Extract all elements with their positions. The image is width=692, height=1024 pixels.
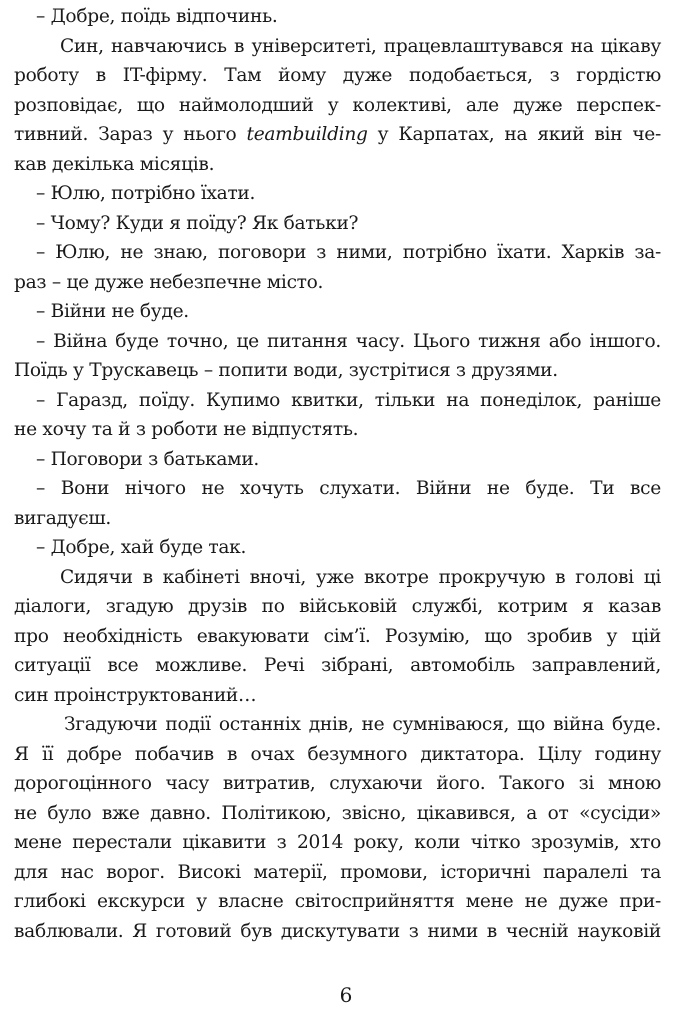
text-line: раз – це дуже небезпечне місто. (14, 271, 324, 293)
text-line: – Добре, поїдь відпочинь. (36, 6, 278, 27)
text-line: не хочу та й з роботи не відпустять. (14, 419, 359, 440)
text-line: Згадуючи події останніх днів, не сумніваюся, що війна буде. (64, 714, 661, 735)
text-line: дорогоцінного часу витратив, слухаючи його. Такого зі мною (14, 773, 661, 794)
text-line: – Вони нічого не хочуть слухати. Війни не буде. Ти все (36, 478, 661, 499)
text-line: роботу в IT-фірму. Там йому дуже подобається, з гордістю (14, 65, 661, 86)
book-page-text (14, 2, 661, 946)
text-line: для нас ворог. Високі матерії, промови, історичні паралелі та (14, 861, 661, 883)
text-line: Поїдь у Трускавець – попити води, зустрітися з друзями. (14, 360, 558, 381)
text-line: син проінструктований… (14, 684, 257, 706)
text-line: мене перестали цікавити з 2014 року, коли чітко зрозумів, хто (14, 832, 661, 853)
text-line: – Поговори з батьками. (36, 448, 260, 470)
page-number: 6 (339, 983, 353, 1007)
text-line: ваблювали. Я готовий був дискутувати з ними в чесній науковій (14, 920, 661, 942)
text-line: – Війни не буде. (36, 301, 189, 322)
text-line: вигадуєш. (14, 507, 111, 529)
text-line: про необхідність евакуювати сім’ї. Розумію, що зробив у цій (14, 625, 661, 647)
text-line: кав декілька місяців. (14, 153, 215, 175)
text-line: – Юлю, не знаю, поговори з ними, потрібно їхати. Харків за- (36, 242, 661, 263)
text-line: – Юлю, потрібно їхати. (36, 183, 256, 204)
text-line: Я її добре побачив в очах безумного диктатора. Цілу годину (14, 743, 661, 765)
text-line: розповідає, що наймолодший у колективі, але дуже перспек- (14, 94, 661, 116)
text-line: тивний. Зараз у нього teambuilding у Карпатах, на який він че- (14, 124, 661, 145)
text-line: не було вже давно. Політикою, звісно, цікавився, а от «сусіди» (14, 802, 661, 824)
text-line: – Добре, хай буде так. (36, 537, 247, 558)
text-line: – Чому? Куди я поїду? Як батьки? (36, 212, 359, 234)
text-line: діалоги, згадую друзів по військовій службі, котрим я казав (14, 596, 661, 617)
italic-term: teambuilding (246, 124, 368, 145)
text-line: глибокі екскурси у власне світосприйняття мене не дуже при- (14, 891, 661, 912)
text-line: ситуації все можливе. Речі зібрані, автомобіль заправлений, (14, 655, 661, 676)
text-line: Сидячи в кабінеті вночі, уже вкотре прокручую в голові ці (60, 566, 661, 588)
text-line: – Гаразд, поїду. Купимо квитки, тільки на понеділок, раніше (36, 389, 661, 411)
text-line: – Війна буде точно, це питання часу. Цього тижня або іншого. (36, 330, 661, 352)
text-line: Син, навчаючись в університеті, працевлаштувався на цікаву (60, 35, 661, 57)
